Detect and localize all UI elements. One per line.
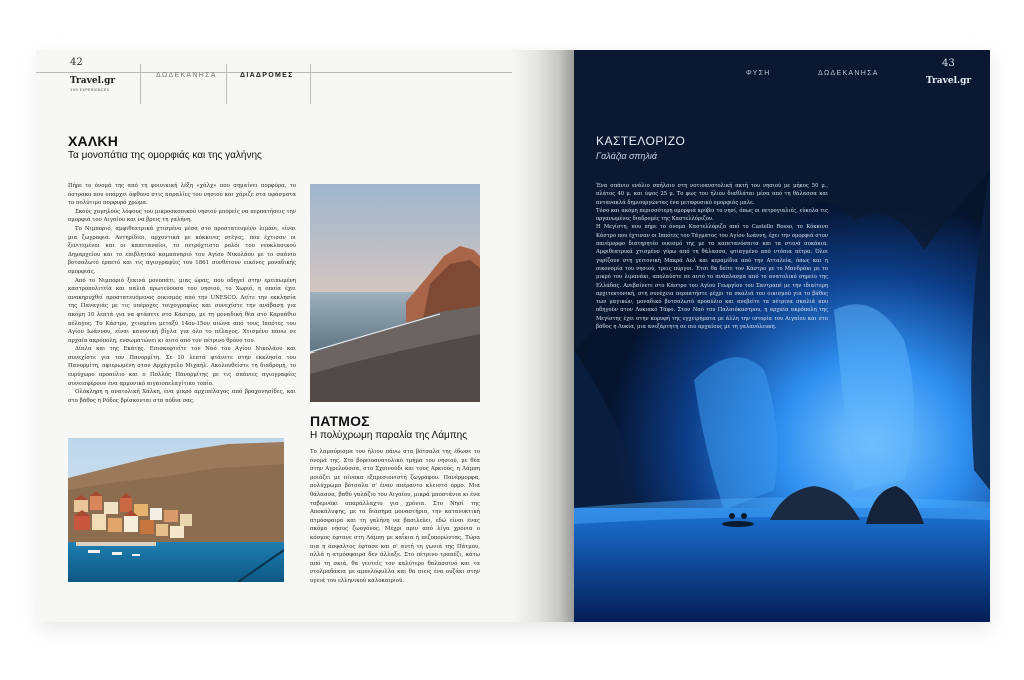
patmos-subtitle: Η πολύχρωμη παραλία της Λάμπης (310, 430, 468, 441)
halki-paragraph: Δίπλα και της Εκάτης. Επισκεφτείτε τον Ναό του Αγίου Νικολάου και συνεχίστε για τον Πανορμίτη. Σε 10 λεπτά φτάνετε στην εκκλησία του Πανορμίτη, αφιερωμένη στον Αρχάγγελο Μιχαήλ. Ακολουθείστε τη διαδρομή, το ευρύχωρο προαύλιο και ο Πολλός Πανορμίτης με τις σπάνιες αγιογραφίες συνεισφέρουν ένα αρμονικό αιγαιοπελαγίτικο τοπίο. (68, 346, 296, 387)
brand-logo: Travel.gr (926, 76, 972, 86)
halki-paragraph: Από το Νιμποριό ξεκινά μονοπάτι, μιας ώρας, που οδηγεί στην ερειπωμένη καστροπολιτεία και παλιά πρωτεύουσα του νησιού, το Χωριό, η οποία έχει ανακηρυχθεί προστατευόμενος οικισμός από την UNESCO. Δείτε την εκκλησία της Παναγιάς με τις υπέροχες τοιχογραφίες και συνεχίστε την ανάβαση για ακόμη 10 λεπτά για να φτάσετε στο Κάστρο, με τη μοναδική θέα στο Καρπάθιο πέλαγος. Το Κάστρο, χτισμένο μεταξύ 14ου-15ου αιώνα από τους Ιππότες του Αγίου Ιωάννου, είναι κανονική βίγλα για όλο το πέλαγος. Χτισμένο πάνω σε αρχαία ακρόπολη, ενσωματώνει κι αυτό από τον πέτρινο θρόνο του. (68, 277, 296, 344)
left-page (36, 50, 530, 622)
right-page (574, 50, 990, 622)
header-separator (226, 64, 227, 104)
kastellorizo-body (596, 182, 828, 331)
patmos-beach-image (310, 184, 480, 402)
spine (512, 50, 574, 622)
nav-routes: ΔΙΑΔΡΟΜΕΣ (240, 72, 294, 79)
halki-subtitle: Τα μονοπάτια της ομορφιάς και της γαλήνης (68, 150, 262, 161)
nav-nature: ΦΥΣΗ (746, 70, 771, 77)
halki-paragraph: Ολόκληρη η ανατολική Χάλκη, ένα μικρό αρχιπέλαγος από βραχονησίδες, και στο βάθος η Ρόδος βρίσκονται στα πόδια σας. (68, 389, 296, 404)
halki-photo (68, 438, 284, 582)
halki-title: ΧΑΛΚΗ (68, 133, 119, 149)
kastellorizo-paragraph: Ένα σπάνιο ενάλιο σπήλαιο στη νοτιοανατολική ακτή του νησιού με μήκος 50 μ., πλάτος 40 μ. και ύψος 25 μ. Το φως του ήλιου διαθλάται μέσα από τη θάλασσα και αντανακλά δημιουργώντας ένα μεταφυσικό ομορφιάς μπλε. (596, 183, 828, 206)
halki-body (68, 182, 296, 405)
halki-paragraph: Σκούς χαμηλούς λόφους του μικροσκοπικού νησιού μπορείς να περπατήσεις την ομορφιά του Αιγαίου και να βρεις τη γαλήνη. (68, 208, 296, 224)
brand-logo: Travel.gr (70, 76, 116, 86)
patmos-title: ΠΑΤΜΟΣ (310, 413, 370, 429)
halki-harbour-image (68, 438, 284, 582)
nav-dodecanese: ΔΩΔΕΚΑΝΗΣΑ (818, 70, 879, 77)
nav-dodecanese: ΔΩΔΕΚΑΝΗΣΑ (156, 72, 217, 79)
kastellorizo-paragraph: Η Μεγίστη, που πήρε το όνομα Καστελλόριζο από το Castello Rosso, το Κόκκινο Κάστρο που έχτισαν οι Ιππότες του Τάγματος του Αγίου Ιωάννη, έχει την ομορφιά στον πανέμορφο διατηρητέο οικισμό της με τα καπετανόσπιτα και τα στενά σοκάκια. Αμφιθεατρικά χτισμένο γύρω από τη θάλασσα, φτιαγμένο από ντόπια πέτρα. Όλοι γυρίζουν στη γειτονική Μακρά Αολ και κεραμίδια από την Ατταλεία, όπως και η οικονομία του νησιού, τρεις πύργοι. Έτσι θα δείτε τον Κάστρο με το Μανδράκι με το μικρό του λιμανάκι, απολαύστε σε αυτό το ανάπλασμα από το ανατολικό σημείο της Ελλάδας. Ανεβαίνετε στο Κάστρο του Αγίου Γεωργίου του Σαντραπέ με την ιδιαίτερη αρχιτεκτονική, στη συνέχεια περπατήστε μέχρι τα σκαλιά του οικισμού για το βάθος των μαγικών, μοναδικό βοτσαλωτό προαύλιο και ανεβείτε τα πέτρινα σκαλιά που οδηγούν στον Λυκιακό Τάφο. Στον Ναό του Παλαιόκαστρου, η αρχαία ακρόπολη της Μεγίστης έχει στην κορυφή της εγχειρήματα με άλλη την ιστορία του Αιγαίου και στο βάθος η Λυκία, μια ανεξάρτητη σε πιο αρχαίους με τη γαλανόλευκη. (596, 224, 828, 331)
halki-paragraph: Πήρε το όνομά της από τη φοινικική λέξη «χάλχ» που σημαίνει πορφύρα, το όστρακο που υπάρχει άφθονο στις παραλίες του νησιού και χάριζε στα υφάσματα το πολύτιμο πορφυρό χρώμα. (68, 183, 296, 207)
patmos-photo (310, 184, 480, 402)
header-separator (140, 64, 141, 104)
header-separator (310, 64, 311, 104)
brand-tagline: 100 EXPERIENCES (70, 88, 110, 92)
patmos-paragraph: Το λαμπύρισμα του ήλιου πάνω στα βότσαλα της έδωσε το όνομά της. Στο βορειοανατολικό τμήμα του νησιού, με θέα στην Αγρελούσσα, στο Σχοινούδι και τους Αρκιούς, η Λάμπη μοιάζει με πίνακα εξπρεσιονιστή ζωγράφου. Πανέρμορφα, πολύχρωμα βότσαλα σ' έναν απέραντο κλειστό όρμο. Μια θάλασσα, βαθύ γαλάζιο του Αιγαίου, μικρά μποστάνια κι ένα ταβερνάκι απαράλλαχτο για χρόνια. Στο Νησί της Αποκάλυψης, με τα διάσημα μοναστήρια, την κατανυκτική ατμόσφαιρα και τη γαλήνη να βασιλεύει, εδώ είναι ένας ακόμα νήσος ζωογόνος. Μέχρι πριν από λίγα χρόνια ο κόσμος έφτανε στη Λάμπη με καΐκια ή πεζοπορώντας. Τώρα πια η άσφαλτος έφτασε και σ' αυτή τη γωνιά της Πάτμου, αλλά η ατμόσφαιρα δεν άλλαξε. Στο πέτρινο τραπέζι, κάτω από τη σκιά, θα γευτείς τον καλύτερο θαλασσινό και τα ντολμαδάκια με αμπελόφυλλα και θα πιεις ένα ουζάκι στην υγειά του ελληνικού καλοκαιριού. (310, 449, 480, 584)
page-number: 42 (70, 57, 83, 68)
page-number: 43 (942, 58, 955, 69)
patmos-body (310, 448, 480, 586)
kastellorizo-subtitle: Γαλάζια σπηλιά (596, 151, 658, 161)
kastellorizo-paragraph: Τόσο και ακόμη περισσότερη ομορφιά κρύβει το νησί, όπως οι πετρογιαλιές, εύκολα τις οργανωμένες διαδρομές της Καστελλόριζου. (596, 207, 828, 223)
kastellorizo-title: ΚΑΣΤΕΛΟΡΙΖΟ (596, 134, 686, 148)
halki-paragraph: Το Νιμποριό, αμφιθεατρικά χτισμένο μέσα στο προστατευμένο λιμάνι, είναι μια ζωγραφιά. Αντηρίδιοι, αρχοντικά με κόκκινες στέγες, που έχτισαν οι ξενιτεμένοι και οι καπεταναίοι, το πετρόχτιστο ρολόι του νεοκλασικού Δημαρχείου και το επιβλητικό καμπαναριό του Αγίου Νικολάου με το σπάνιο βοτσαλωτό έρπετό και τις αγιογραφίες του 1861 συνθέτουν εικόνες μοναδικής ομορφιάς. (68, 225, 296, 275)
